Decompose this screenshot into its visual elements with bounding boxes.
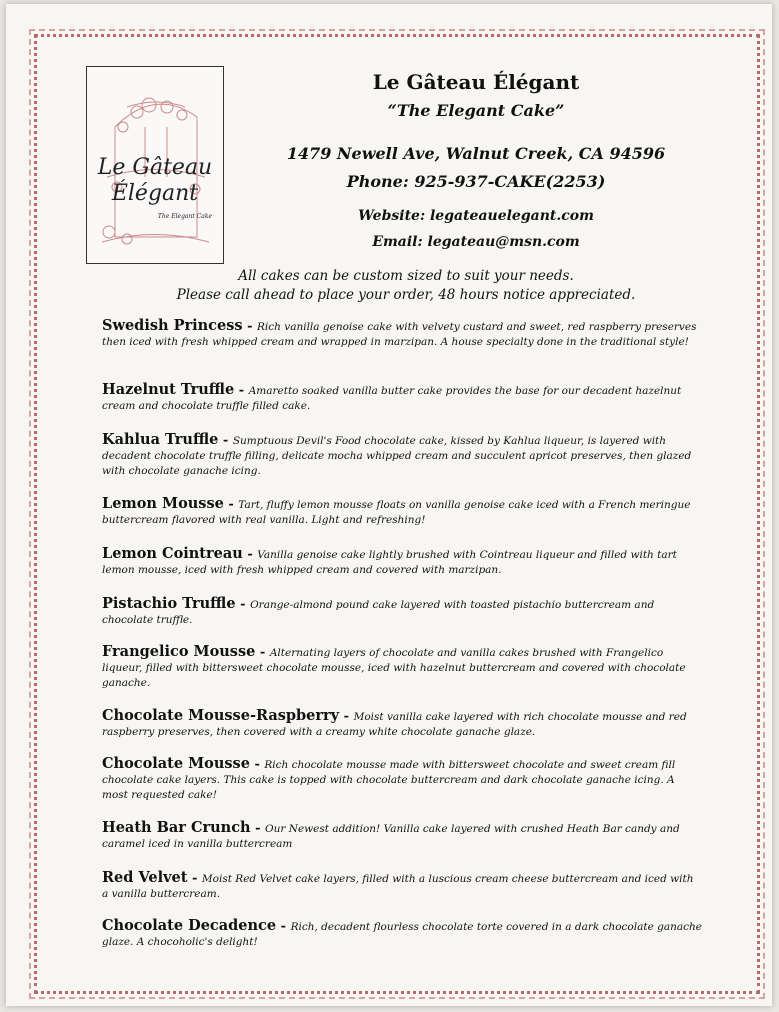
logo-line2: Élégant	[111, 181, 199, 206]
cake-separator: -	[187, 871, 202, 886]
cake-description: Amaretto soaked vanilla butter cake provides the base for our decadent hazelnut cream and chocolate truffle filled cake.	[102, 385, 682, 412]
cake-name: Kahlua Truffle	[102, 431, 219, 448]
cake-name: Chocolate Mousse-Raspberry	[102, 707, 340, 724]
cake-separator: -	[218, 433, 233, 448]
cake-item	[102, 382, 702, 414]
business-tagline: “The Elegant Cake”	[387, 101, 565, 120]
cake-separator: -	[223, 497, 239, 512]
cake-description: Our Newest addition! Vanilla cake layered with crushed Heath Bar candy and caramel iced in vanilla buttercream	[102, 823, 680, 850]
cake-description: Vanilla genoise cake lightly brushed with Cointreau liqueur and filled with tart lemon mousse, iced with fresh whipped cream and covered with marzipan.	[102, 549, 677, 576]
cake-description: Rich chocolate mousse made with bittersweet chocolate and sweet cream fill chocolate cake layers. This cake is topped with chocolate buttercream and dark chocolate ganache icing. A most requested cake!	[102, 759, 676, 801]
cake-description: Tart, fluffy lemon mousse floats on vanilla genoise cake iced with a French meringue buttercream flavored with real vanilla. Light and refreshing!	[102, 499, 691, 526]
cake-description: Moist vanilla cake layered with rich chocolate mousse and red raspberry preserves, then covered with a creamy white chocolate ganache glaze.	[102, 711, 687, 738]
cake-description: Sumptuous Devil's Food chocolate cake, kissed by Kahlua liqueur, is layered with decadent chocolate truffle filling, delicate mocha whipped cream and succulent apricot preserves, then glazed with chocolate ganache icing.	[102, 435, 692, 477]
cake-item	[102, 318, 702, 350]
cake-name: Lemon Cointreau	[102, 545, 243, 562]
cake-description: Orange-almond pound cake layered with toasted pistachio buttercream and chocolate truffle.	[102, 599, 655, 626]
cake-item	[102, 596, 702, 628]
cake-item	[102, 644, 702, 691]
bakery-logo	[86, 66, 224, 264]
cake-name: Frangelico Mousse	[102, 643, 256, 660]
cake-separator: -	[339, 709, 354, 724]
cake-name: Red Velvet	[102, 869, 188, 886]
cake-separator: -	[250, 821, 266, 836]
cake-item	[102, 870, 702, 902]
cake-separator: -	[242, 319, 258, 334]
intro-line-2: Please call ahead to place your order, 48 hours notice appreciated.	[176, 287, 636, 303]
business-address: 1479 Newell Ave, Walnut Creek, CA 94596	[286, 144, 666, 163]
menu-page	[6, 4, 772, 1006]
logo-subtitle: The Elegant Cake	[157, 213, 213, 220]
cake-item	[102, 756, 702, 803]
cake-description: Rich, decadent flourless chocolate torte covered in a dark chocolate ganache glaze. A chocoholic's delight!	[102, 921, 702, 948]
cake-separator: -	[276, 919, 291, 934]
business-phone: Phone: 925-937-CAKE(2253)	[346, 172, 606, 191]
cake-separator: -	[235, 597, 251, 612]
cake-name: Chocolate Decadence	[102, 917, 277, 934]
cake-item	[102, 820, 702, 852]
cake-item	[102, 546, 702, 578]
cake-separator: -	[249, 757, 265, 772]
cake-name: Swedish Princess	[102, 317, 243, 334]
cake-separator: -	[255, 645, 270, 660]
cake-item	[102, 432, 702, 479]
cake-item	[102, 708, 702, 740]
intro-line-1: All cakes can be custom sized to suit your needs.	[238, 268, 574, 284]
cake-name: Pistachio Truffle	[102, 595, 236, 612]
business-name: Le Gâteau Élégant	[372, 70, 580, 94]
cake-item	[102, 496, 702, 528]
cake-name: Lemon Mousse	[102, 495, 224, 512]
cake-name: Chocolate Mousse	[102, 755, 250, 772]
cake-description: Moist Red Velvet cake layers, filled with a luscious cream cheese buttercream and iced with a vanilla buttercream.	[102, 873, 694, 900]
cake-description: Alternating layers of chocolate and vanilla cakes brushed with Frangelico liqueur, filled with bittersweet chocolate mousse, iced with hazelnut buttercream and covered with chocolate ganache.	[102, 647, 686, 689]
business-email: Email: legateau@msn.com	[372, 234, 580, 250]
logo-line1: Le Gâteau	[97, 155, 213, 180]
cake-separator: -	[234, 383, 249, 398]
cake-name: Heath Bar Crunch	[102, 819, 251, 836]
cake-name: Hazelnut Truffle	[102, 381, 235, 398]
cake-separator: -	[242, 547, 258, 562]
cake-description: Rich vanilla genoise cake with velvety custard and sweet, red raspberry preserves then iced with fresh whipped cream and wrapped in marzipan. A house specialty done in the traditional style!	[102, 321, 697, 348]
cake-item	[102, 918, 702, 950]
business-website: Website: legateauelegant.com	[358, 208, 594, 224]
